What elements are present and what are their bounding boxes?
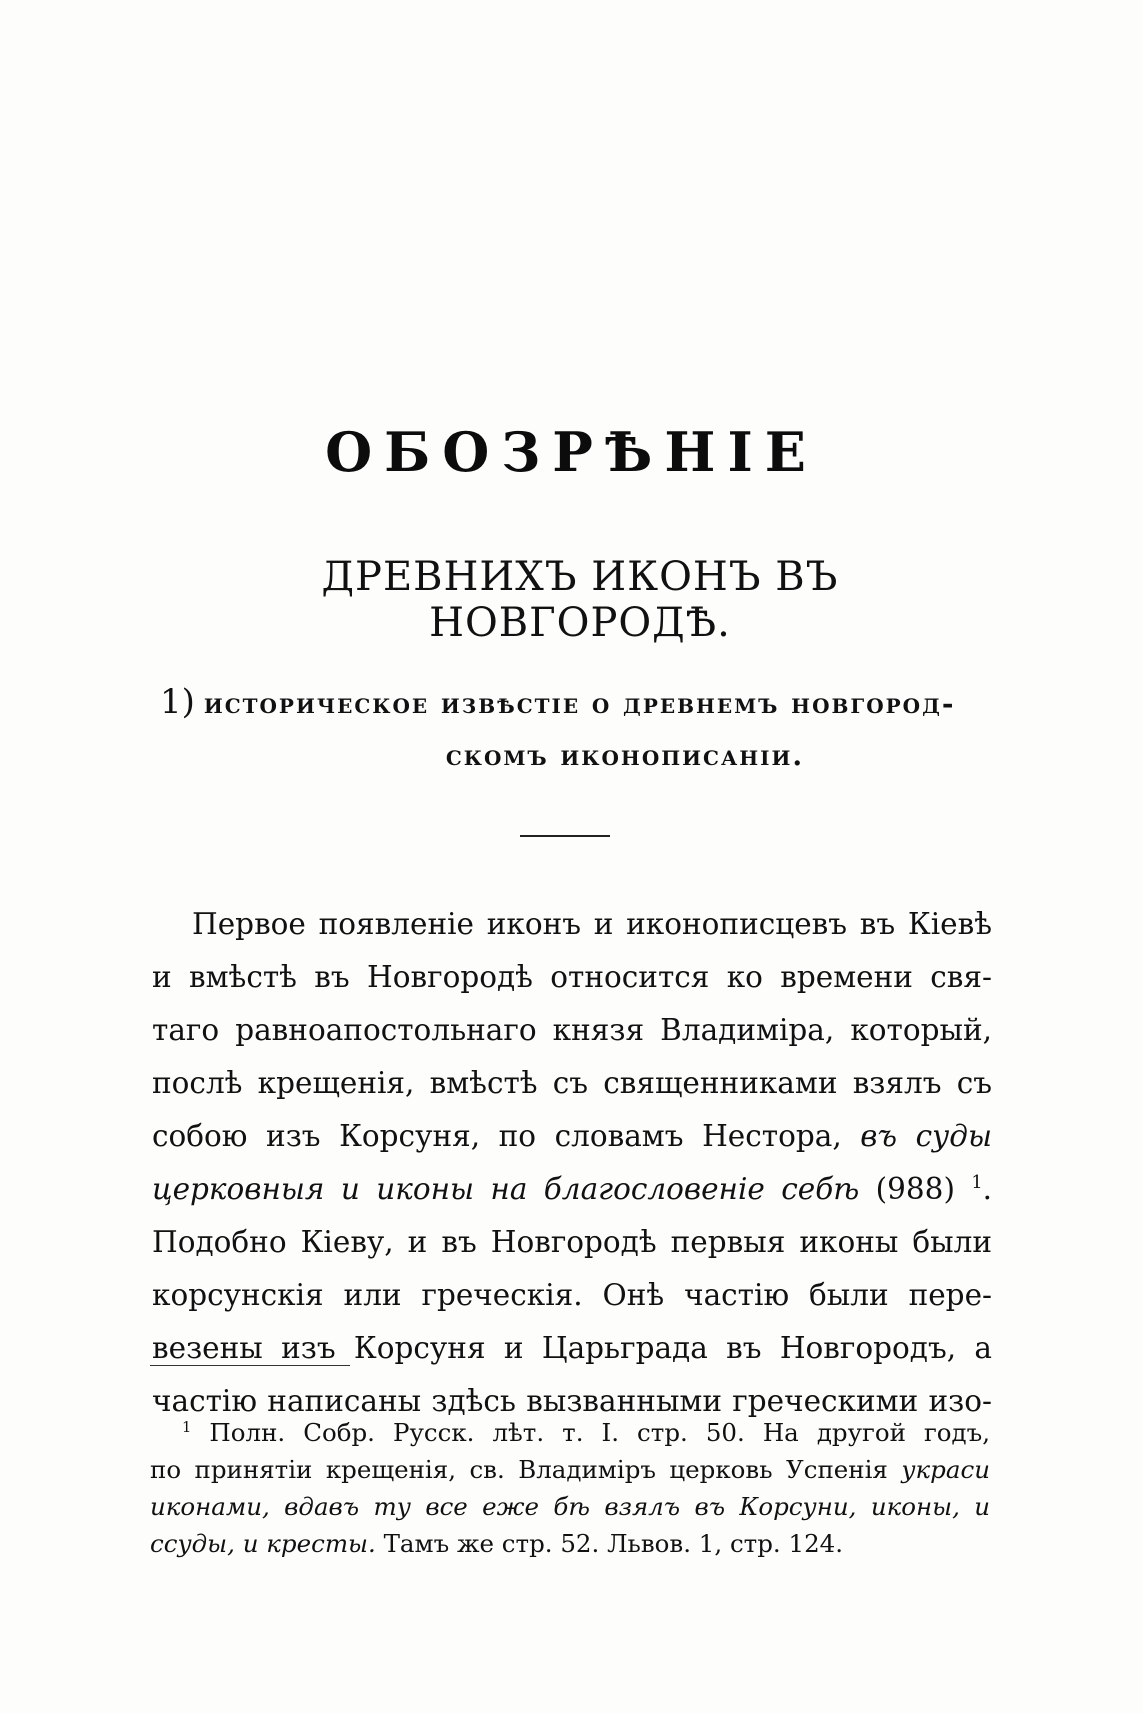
body-line: послѣ крещенія, вмѣстѣ съ священниками взялъ съ <box>152 1066 992 1100</box>
footnote-italic: ссуды, и кресты. <box>150 1529 376 1558</box>
body-paragraph <box>152 898 992 1428</box>
footnote-text: по принятіи крещенія, св. Владиміръ церковь Успенія <box>150 1455 888 1484</box>
section-title-part-1: историческое извѣстіе о древнемъ новгород- <box>203 687 956 720</box>
footnote-divider <box>150 1365 350 1366</box>
section-title-part-2: скомъ иконописаніи. <box>445 739 805 772</box>
footnote-text: Полн. Собр. Русск. лѣт. т. I. стр. 50. На другой годъ, <box>209 1418 991 1447</box>
section-divider <box>520 835 610 837</box>
body-line <box>152 1163 992 1216</box>
body-line: частію написаны здѣсь вызванными греческими изо- <box>152 1384 992 1418</box>
section-heading-line-1 <box>160 676 1000 730</box>
body-line-year: (988) <box>875 1172 955 1206</box>
page-title: ОБОЗРѢНІЕ <box>325 420 818 484</box>
footnote <box>150 1414 990 1562</box>
body-line: Подобно Кіеву, и въ Новгородѣ первыя иконы были <box>152 1225 992 1259</box>
footnote-line <box>150 1488 990 1525</box>
body-line: везены изъ Корсуня и Царьграда въ Новгородъ, а <box>152 1331 992 1365</box>
body-line: корсунскія или греческія. Онѣ частію были пере- <box>152 1278 992 1312</box>
footnote-line <box>150 1451 990 1488</box>
footnote-italic: иконами, вдавъ ту все еже бѣ взялъ въ Корсуни, иконы, и <box>150 1492 990 1521</box>
body-line-period: . <box>982 1172 992 1206</box>
body-line: и вмѣстѣ въ Новгородѣ относится ко времени свя- <box>152 960 992 994</box>
footnote-line <box>150 1525 990 1562</box>
body-line-text: собою изъ Корсуня, по словамъ Нестора, <box>152 1119 842 1153</box>
footnote-marker: 1 <box>182 1418 192 1436</box>
page-subtitle: ДРЕВНИХЪ ИКОНЪ ВЪ НОВГОРОДѢ. <box>321 554 839 646</box>
body-line-italic: церковныя и иконы на благословеніе себѣ <box>152 1172 860 1206</box>
body-line: таго равноапостольнаго князя Владиміра, который, <box>152 1013 992 1047</box>
section-number: 1) <box>160 682 195 722</box>
footnote-line <box>150 1414 990 1451</box>
body-line: Первое появленіе иконъ и иконописцевъ въ Кіевѣ <box>192 907 992 941</box>
footnote-italic: украси <box>901 1455 990 1484</box>
body-line <box>152 1110 992 1163</box>
body-line-italic: въ суды <box>860 1119 992 1153</box>
footnote-text: Тамъ же стр. 52. Львов. 1, стр. 124. <box>383 1529 844 1558</box>
footnote-reference: 1 <box>971 1173 983 1194</box>
section-heading <box>160 676 1000 782</box>
